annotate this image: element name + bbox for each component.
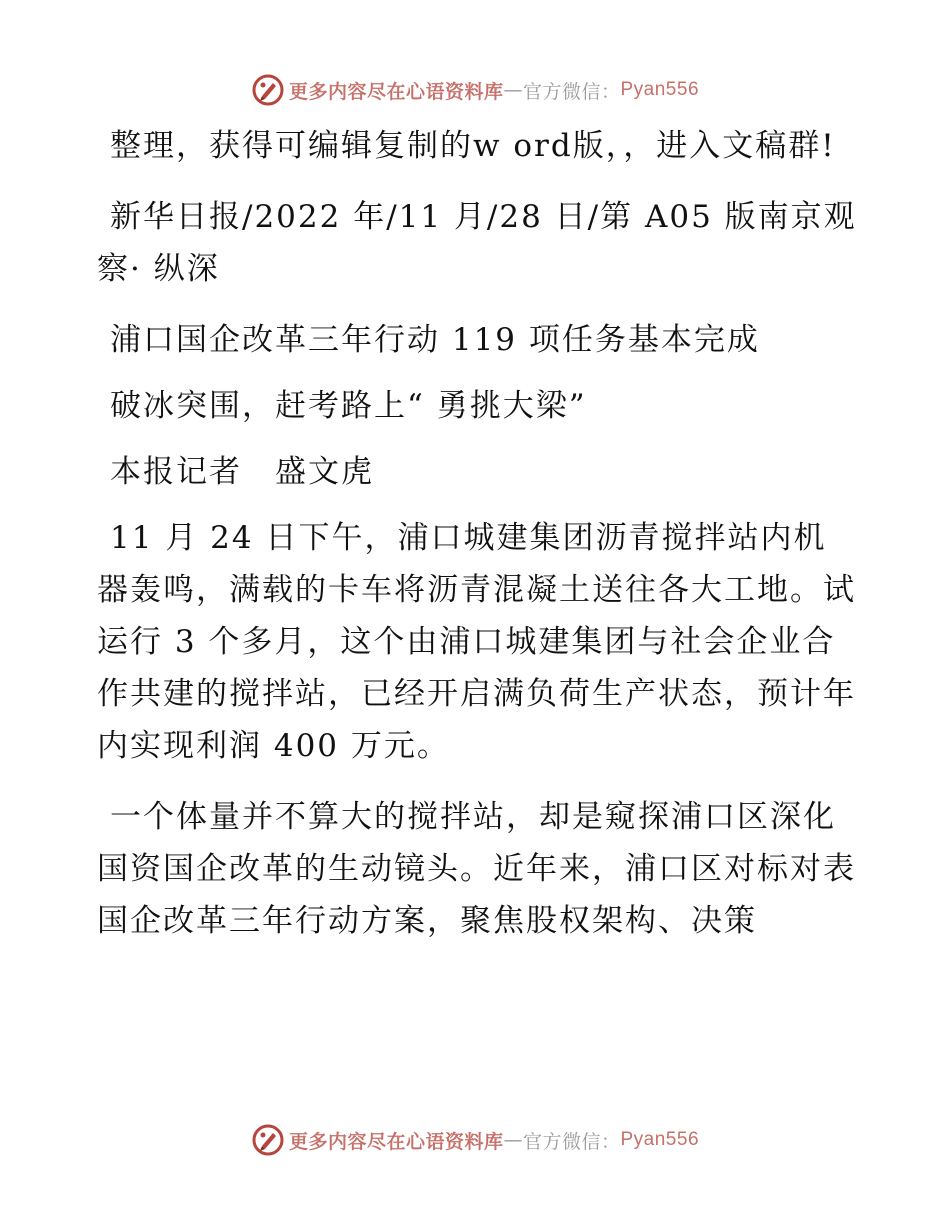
- header-watermark: [0, 70, 950, 110]
- subheadline: 破冰突围，赶考路上“ 勇挑大梁”: [110, 388, 587, 424]
- pen-nib-logo-icon: [251, 73, 285, 107]
- footer-watermark: [0, 1120, 950, 1160]
- source-line: 新华日报/2022 年/11 月/28 日/第 A05 版南京观察· 纵深: [97, 199, 857, 287]
- byline: 本报记者 盛文虎: [110, 454, 374, 490]
- paragraph-body-1: 11 月 24 日下午，浦口城建集团沥青搅拌站内机器轰鸣，满载的卡车将沥青混凝土送往各大工地。试运行 3 个多月，这个由浦口城建集团与社会企业合作共建的搅拌站，已经开启满负荷生产状态，预计年内实现利润 400 万元。: [97, 520, 856, 764]
- watermark-text: 更多内容尽在心语资料库: [288, 80, 504, 103]
- watermark-wechat-id: Pyan556: [620, 79, 700, 100]
- watermark-text: 更多内容尽在心语资料库: [288, 1130, 504, 1153]
- watermark-official-label: 官方微信：: [522, 80, 621, 103]
- pen-nib-logo-icon: [251, 1123, 285, 1157]
- watermark-official-label: 官方微信：: [522, 1130, 621, 1153]
- paragraph-intro: 整理，获得可编辑复制的w ord版，，进入文稿群!: [110, 128, 836, 164]
- watermark-dash: —: [503, 1129, 523, 1151]
- watermark-wechat-id: Pyan556: [620, 1129, 700, 1150]
- paragraph-body-2: 一个体量并不算大的搅拌站，却是窥探浦口区深化国资国企改革的生动镜头。近年来，浦口区对标对表国企改革三年行动方案，聚焦股权架构、决策: [97, 799, 856, 939]
- headline: 浦口国企改革三年行动 119 项任务基本完成: [110, 322, 760, 358]
- article-body: [97, 120, 857, 966]
- watermark-dash: —: [503, 79, 523, 101]
